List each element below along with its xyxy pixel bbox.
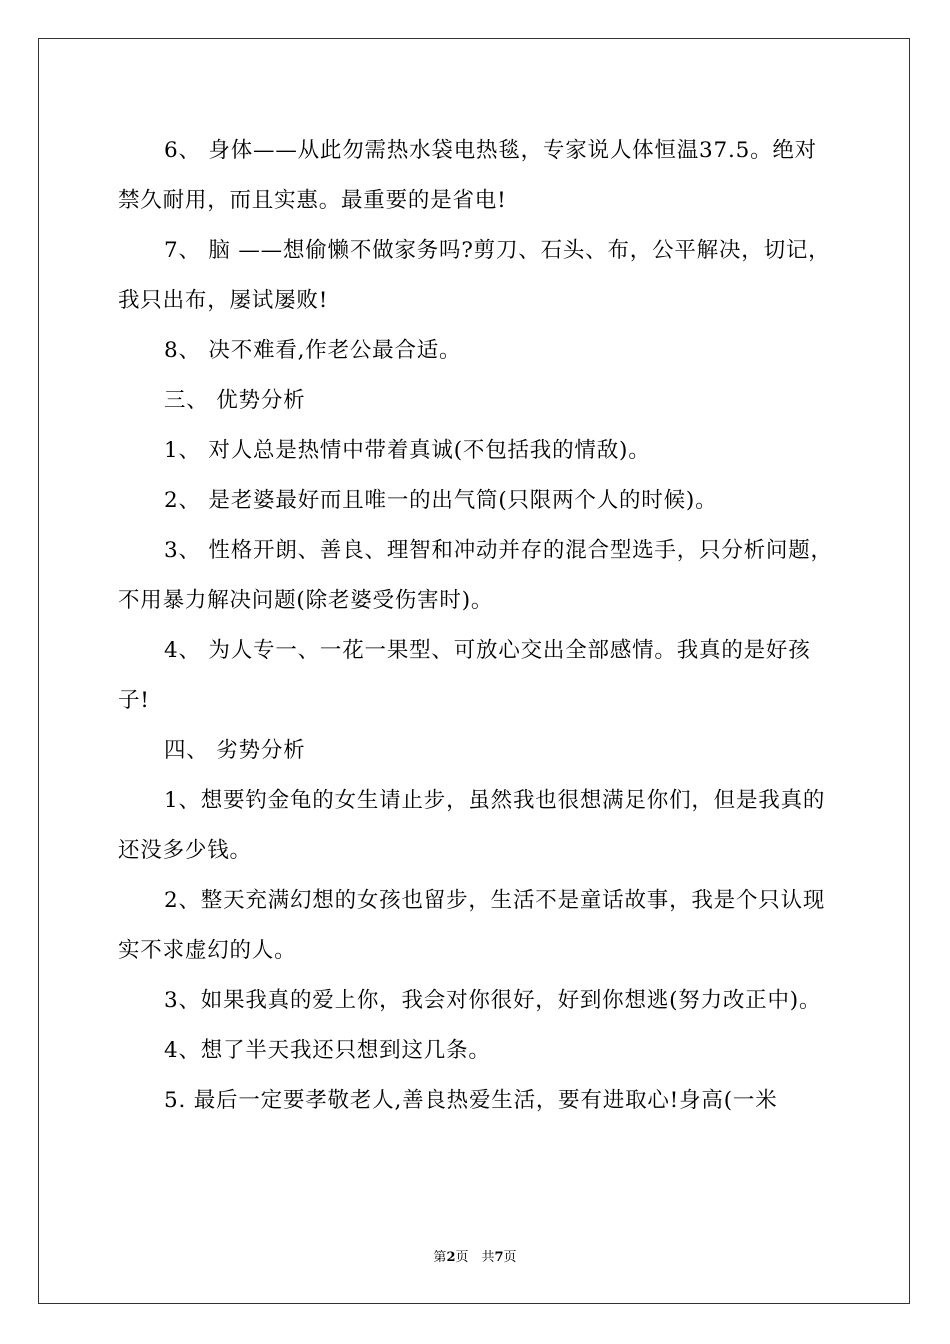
document-body	[118, 126, 834, 1126]
paragraph-looks-8: 8、 决不难看,作老公最合适。	[164, 338, 462, 363]
section-heading-weaknesses: 四、 劣势分析	[164, 738, 306, 763]
paragraph-brain-7: 7、 脑 ——想偷懒不做家务吗?剪刀、石头、布，公平解决，切记，我只出布，屡试屡败!	[118, 238, 831, 313]
paragraph-weakness-2: 2、整天充满幻想的女孩也留步，生活不是童话故事，我是个只认现实不求虚幻的人。	[118, 888, 826, 963]
page-prefix: 第	[433, 1250, 447, 1265]
current-page-number: 2	[446, 1250, 456, 1265]
paragraph-weakness-5: 5. 最后一定要孝敬老人,善良热爱生活，要有进取心!身高(一米	[164, 1088, 778, 1113]
paragraph-weakness-1: 1、想要钓金龟的女生请止步，虽然我也很想满足你们，但是我真的还没多少钱。	[118, 788, 826, 863]
paragraph-strength-1: 1、 对人总是热情中带着真诚(不包括我的情敌)。	[164, 438, 651, 463]
section-heading-strengths: 三、 优势分析	[164, 388, 306, 413]
page-suffix: 页	[503, 1250, 517, 1265]
paragraph-strength-3: 3、 性格开朗、善良、理智和冲动并存的混合型选手，只分析问题，不用暴力解决问题(除老婆受伤害时)。	[118, 538, 833, 613]
paragraph-weakness-4: 4、想了半天我还只想到这几条。	[164, 1038, 491, 1063]
total-page-number: 7	[494, 1250, 504, 1265]
page-footer	[0, 1246, 950, 1265]
paragraph-weakness-3: 3、如果我真的爱上你，我会对你很好，好到你想逃(努力改正中)。	[164, 988, 822, 1013]
page-mid: 页 共	[455, 1250, 495, 1265]
paragraph-strength-2: 2、 是老婆最好而且唯一的出气筒(只限两个人的时候)。	[164, 488, 718, 513]
paragraph-body-6: 6、 身体——从此勿需热水袋电热毯，专家说人体恒温37.5。绝对禁久耐用，而且实惠。最重要的是省电!	[118, 138, 817, 213]
paragraph-strength-4: 4、 为人专一、一花一果型、可放心交出全部感情。我真的是好孩子!	[118, 638, 811, 713]
